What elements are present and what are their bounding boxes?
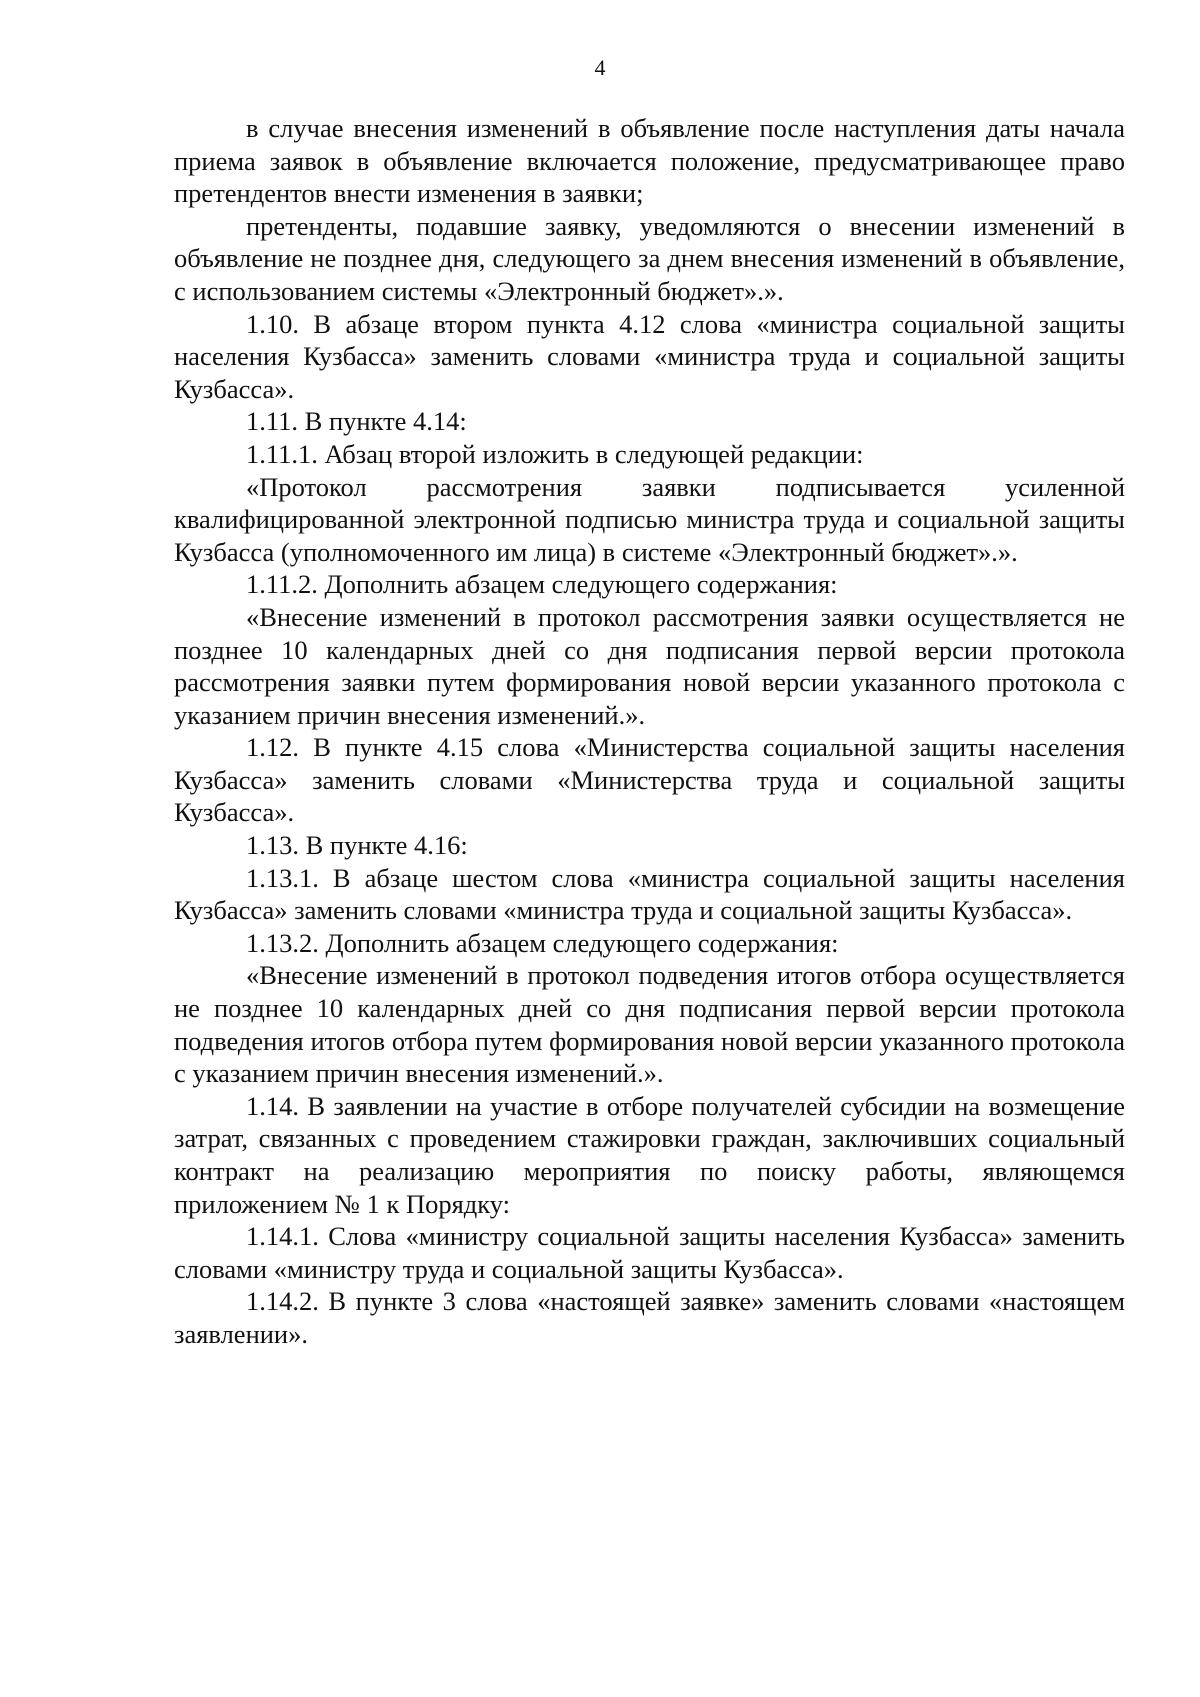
paragraph: «Протокол рассмотрения заявки подписывается усиленной квалифицированной электронной подписью министра труда и социальной защиты Кузбасса (уполномоченного им лица) в системе «Электронный бюджет».». — [174, 471, 1125, 567]
paragraph: «Внесение изменений в протокол подведения итогов отбора осуществляется не позднее 10 календарных дней со дня подписания первой версии протокола подведения итогов отбора путем формирования новой версии указанного протокола с указанием причин внесения изменений.». — [174, 960, 1125, 1089]
paragraph: 1.13.2. Дополнить абзацем следующего содержания: — [246, 927, 839, 958]
paragraph: 1.13. В пункте 4.16: — [246, 830, 468, 861]
paragraph: 1.11.2. Дополнить абзацем следующего содержания: — [246, 569, 838, 600]
paragraph: 1.14. В заявлении на участие в отборе получателей субсидии на возмещение затрат, связанных с проведением стажировки граждан, заключивших социальный контракт на реализацию мероприятия по поиску работы, являющемся приложением № 1 к Порядку: — [174, 1090, 1125, 1219]
paragraph: в случае внесения изменений в объявление после наступления даты начала приема заявок в объявление включается положение, предусматривающее право претендентов внести изменения в заявки; — [174, 113, 1125, 209]
page-number: 4 — [594, 55, 606, 80]
paragraph: претенденты, подавшие заявку, уведомляются о внесении изменений в объявление не позднее дня, следующего за днем внесения изменений в объявление, с использованием системы «Электронный бюджет».». — [174, 210, 1125, 306]
paragraph: 1.11.1. Абзац второй изложить в следующей редакции: — [246, 438, 864, 469]
paragraph: 1.10. В абзаце втором пункта 4.12 слова «министра социальной защиты населения Кузбасса» заменить словами «министра труда и социальной защиты Кузбасса». — [174, 308, 1125, 404]
paragraph: «Внесение изменений в протокол рассмотрения заявки осуществляется не позднее 10 календарных дней со дня подписания первой версии протокола рассмотрения заявки путем формирования новой версии указанного протокола с указанием причин внесения изменений.». — [174, 601, 1125, 730]
document-body — [174, 112, 1125, 1351]
paragraph: 1.12. В пункте 4.15 слова «Министерства социальной защиты населения Кузбасса» заменить словами «Министерства труда и социальной защиты Кузбасса». — [174, 732, 1125, 828]
paragraph: 1.13.1. В абзаце шестом слова «министра социальной защиты населения Кузбасса» заменить словами «министра труда и социальной защиты Кузбасса». — [174, 862, 1125, 926]
paragraph: 1.11. В пункте 4.14: — [246, 406, 467, 437]
paragraph: 1.14.2. В пункте 3 слова «настоящей заявке» заменить словами «настоящем заявлении». — [174, 1286, 1125, 1349]
paragraph: 1.14.1. Слова «министру социальной защиты населения Кузбасса» заменить словами «министру труда и социальной защиты Кузбасса». — [174, 1221, 1125, 1284]
